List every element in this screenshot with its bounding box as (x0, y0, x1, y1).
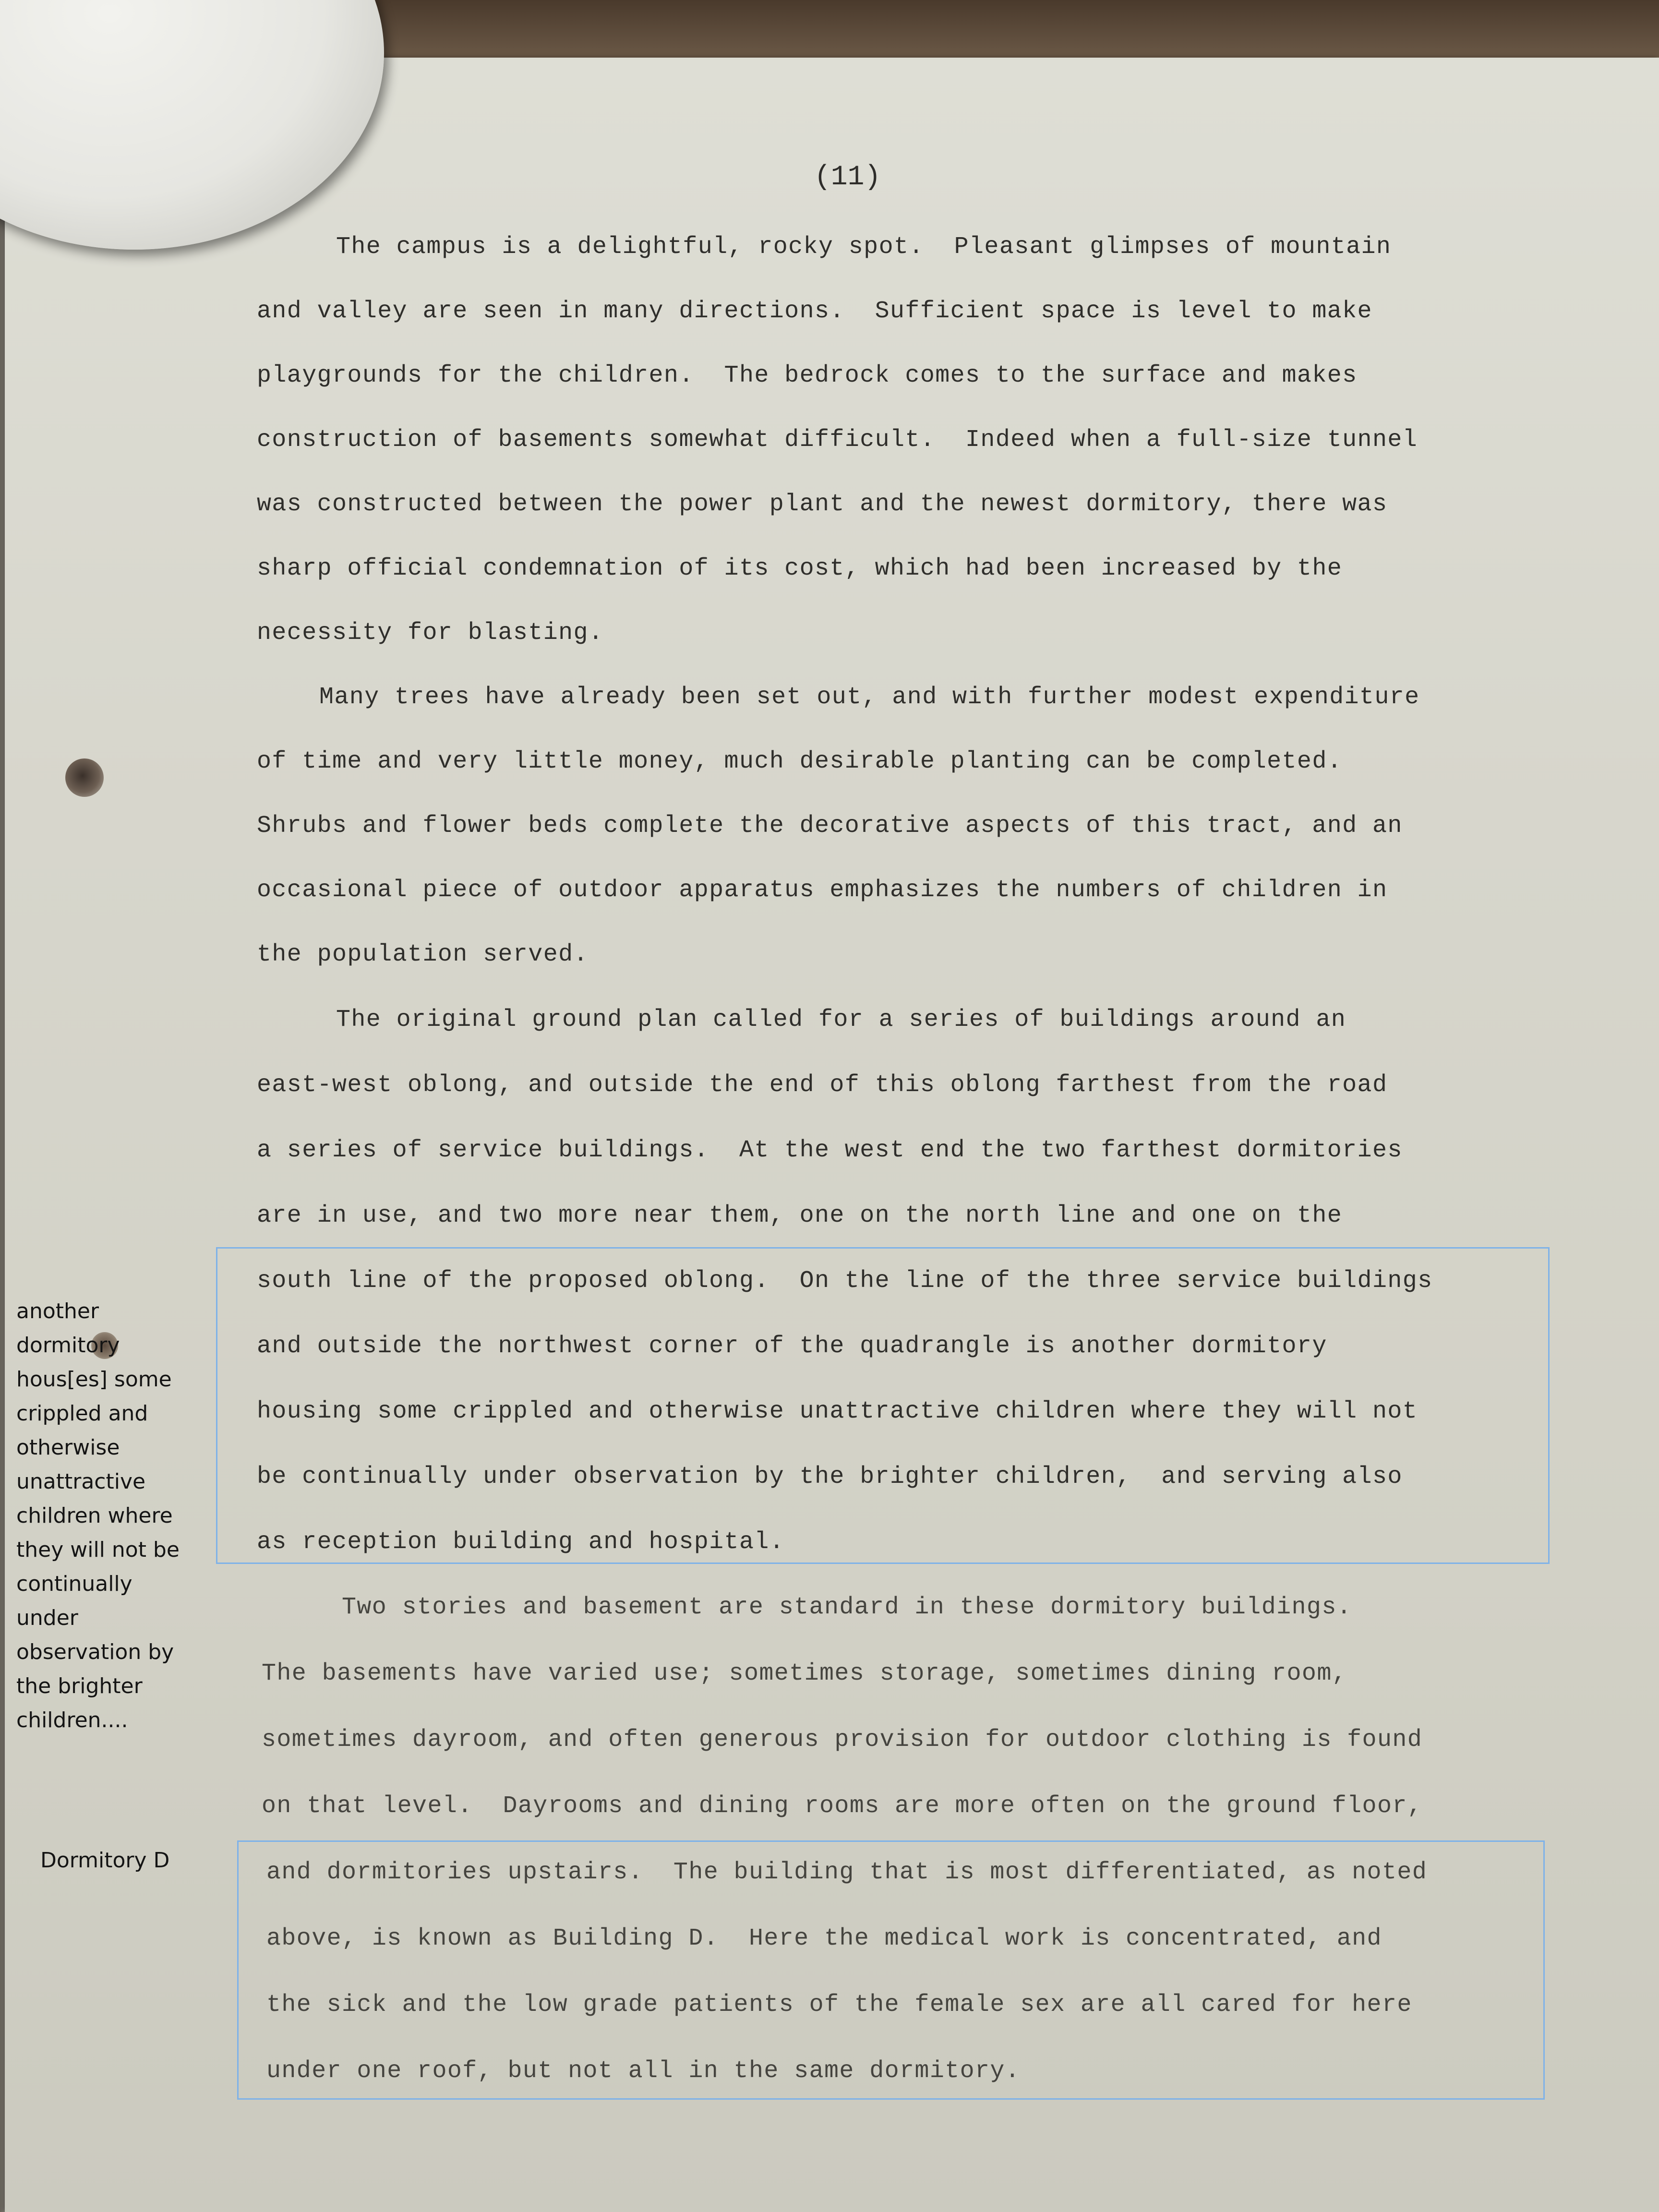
text-line: The basements have varied use; sometimes storage, sometimes dining room, (262, 1660, 1347, 1687)
text-line: the sick and the low grade patients of the female sex are all cared for here (266, 1991, 1412, 2019)
text-line: sometimes dayroom, and often generous provision for outdoor clothing is found (262, 1726, 1423, 1754)
text-line: be continually under observation by the brighter children, and serving also (257, 1463, 1403, 1491)
text-line: and outside the northwest corner of the quadrangle is another dormitory (257, 1333, 1327, 1360)
text-line: above, is known as Building D. Here the medical work is concentrated, and (266, 1925, 1382, 1952)
text-line: housing some crippled and otherwise unattractive children where they will not (257, 1398, 1418, 1425)
text-line: a series of service buildings. At the west end the two farthest dormitories (257, 1137, 1403, 1164)
text-line: are in use, and two more near them, one on the north line and one on the (257, 1202, 1343, 1229)
text-line: Many trees have already been set out, and with further modest expenditure (319, 684, 1420, 711)
highlight-box-dormitory-d-passage (237, 1840, 1545, 2100)
page-number: (11) (814, 162, 881, 193)
text-line: was constructed between the power plant and the newest dormitory, there was (257, 491, 1388, 518)
annotation-line: crippled and (16, 1401, 148, 1426)
annotation-line: observation by (16, 1640, 174, 1664)
annotation-line: they will not be (16, 1538, 180, 1562)
text-line: and dormitories upstairs. The building that is most differentiated, as noted (266, 1859, 1428, 1886)
highlight-box-dormitory-passage (216, 1247, 1550, 1564)
annotation-line: hous[es] some (16, 1367, 172, 1392)
text-line: Shrubs and flower beds complete the decorative aspects of this tract, and an (257, 812, 1403, 840)
annotation-line: the brighter (16, 1674, 143, 1698)
annotation-line: under (16, 1606, 78, 1630)
text-line: playgrounds for the children. The bedrock comes to the surface and makes (257, 362, 1358, 389)
text-line: and valley are seen in many directions. Sufficient space is level to make (257, 298, 1372, 325)
annotation-line: another (16, 1299, 99, 1323)
text-line: east-west oblong, and outside the end of this oblong farthest from the road (257, 1071, 1388, 1099)
annotation-line: continually (16, 1572, 132, 1596)
annotation-line: children.... (16, 1708, 128, 1732)
text-line: south line of the proposed oblong. On the line of the three service buildings (257, 1267, 1433, 1295)
text-line: occasional piece of outdoor apparatus emphasizes the numbers of children in (257, 877, 1388, 904)
text-line: sharp official condemnation of its cost, which had been increased by the (257, 555, 1343, 582)
text-line: on that level. Dayrooms and dining rooms are more often on the ground floor, (262, 1792, 1423, 1820)
annotation-dormitory-d: Dormitory D (40, 1848, 170, 1873)
text-line: of time and very little money, much desirable planting can be completed. (257, 748, 1343, 775)
annotation-line: children where (16, 1503, 173, 1528)
text-line: the population served. (257, 941, 589, 968)
annotation-line: dormitory (16, 1333, 120, 1358)
text-line: as reception building and hospital. (257, 1528, 785, 1556)
text-line: under one roof, but not all in the same dormitory. (266, 2057, 1021, 2085)
annotation-line: otherwise (16, 1435, 120, 1460)
annotation-line: unattractive (16, 1469, 146, 1494)
text-line: The original ground plan called for a series of buildings around an (336, 1006, 1346, 1034)
text-line: The campus is a delightful, rocky spot. Pleasant glimpses of mountain (336, 233, 1392, 261)
punch-hole (65, 758, 104, 797)
text-line: Two stories and basement are standard in these dormitory buildings. (342, 1594, 1352, 1621)
text-line: construction of basements somewhat difficult. Indeed when a full-size tunnel (257, 426, 1418, 454)
text-line: necessity for blasting. (257, 619, 604, 647)
